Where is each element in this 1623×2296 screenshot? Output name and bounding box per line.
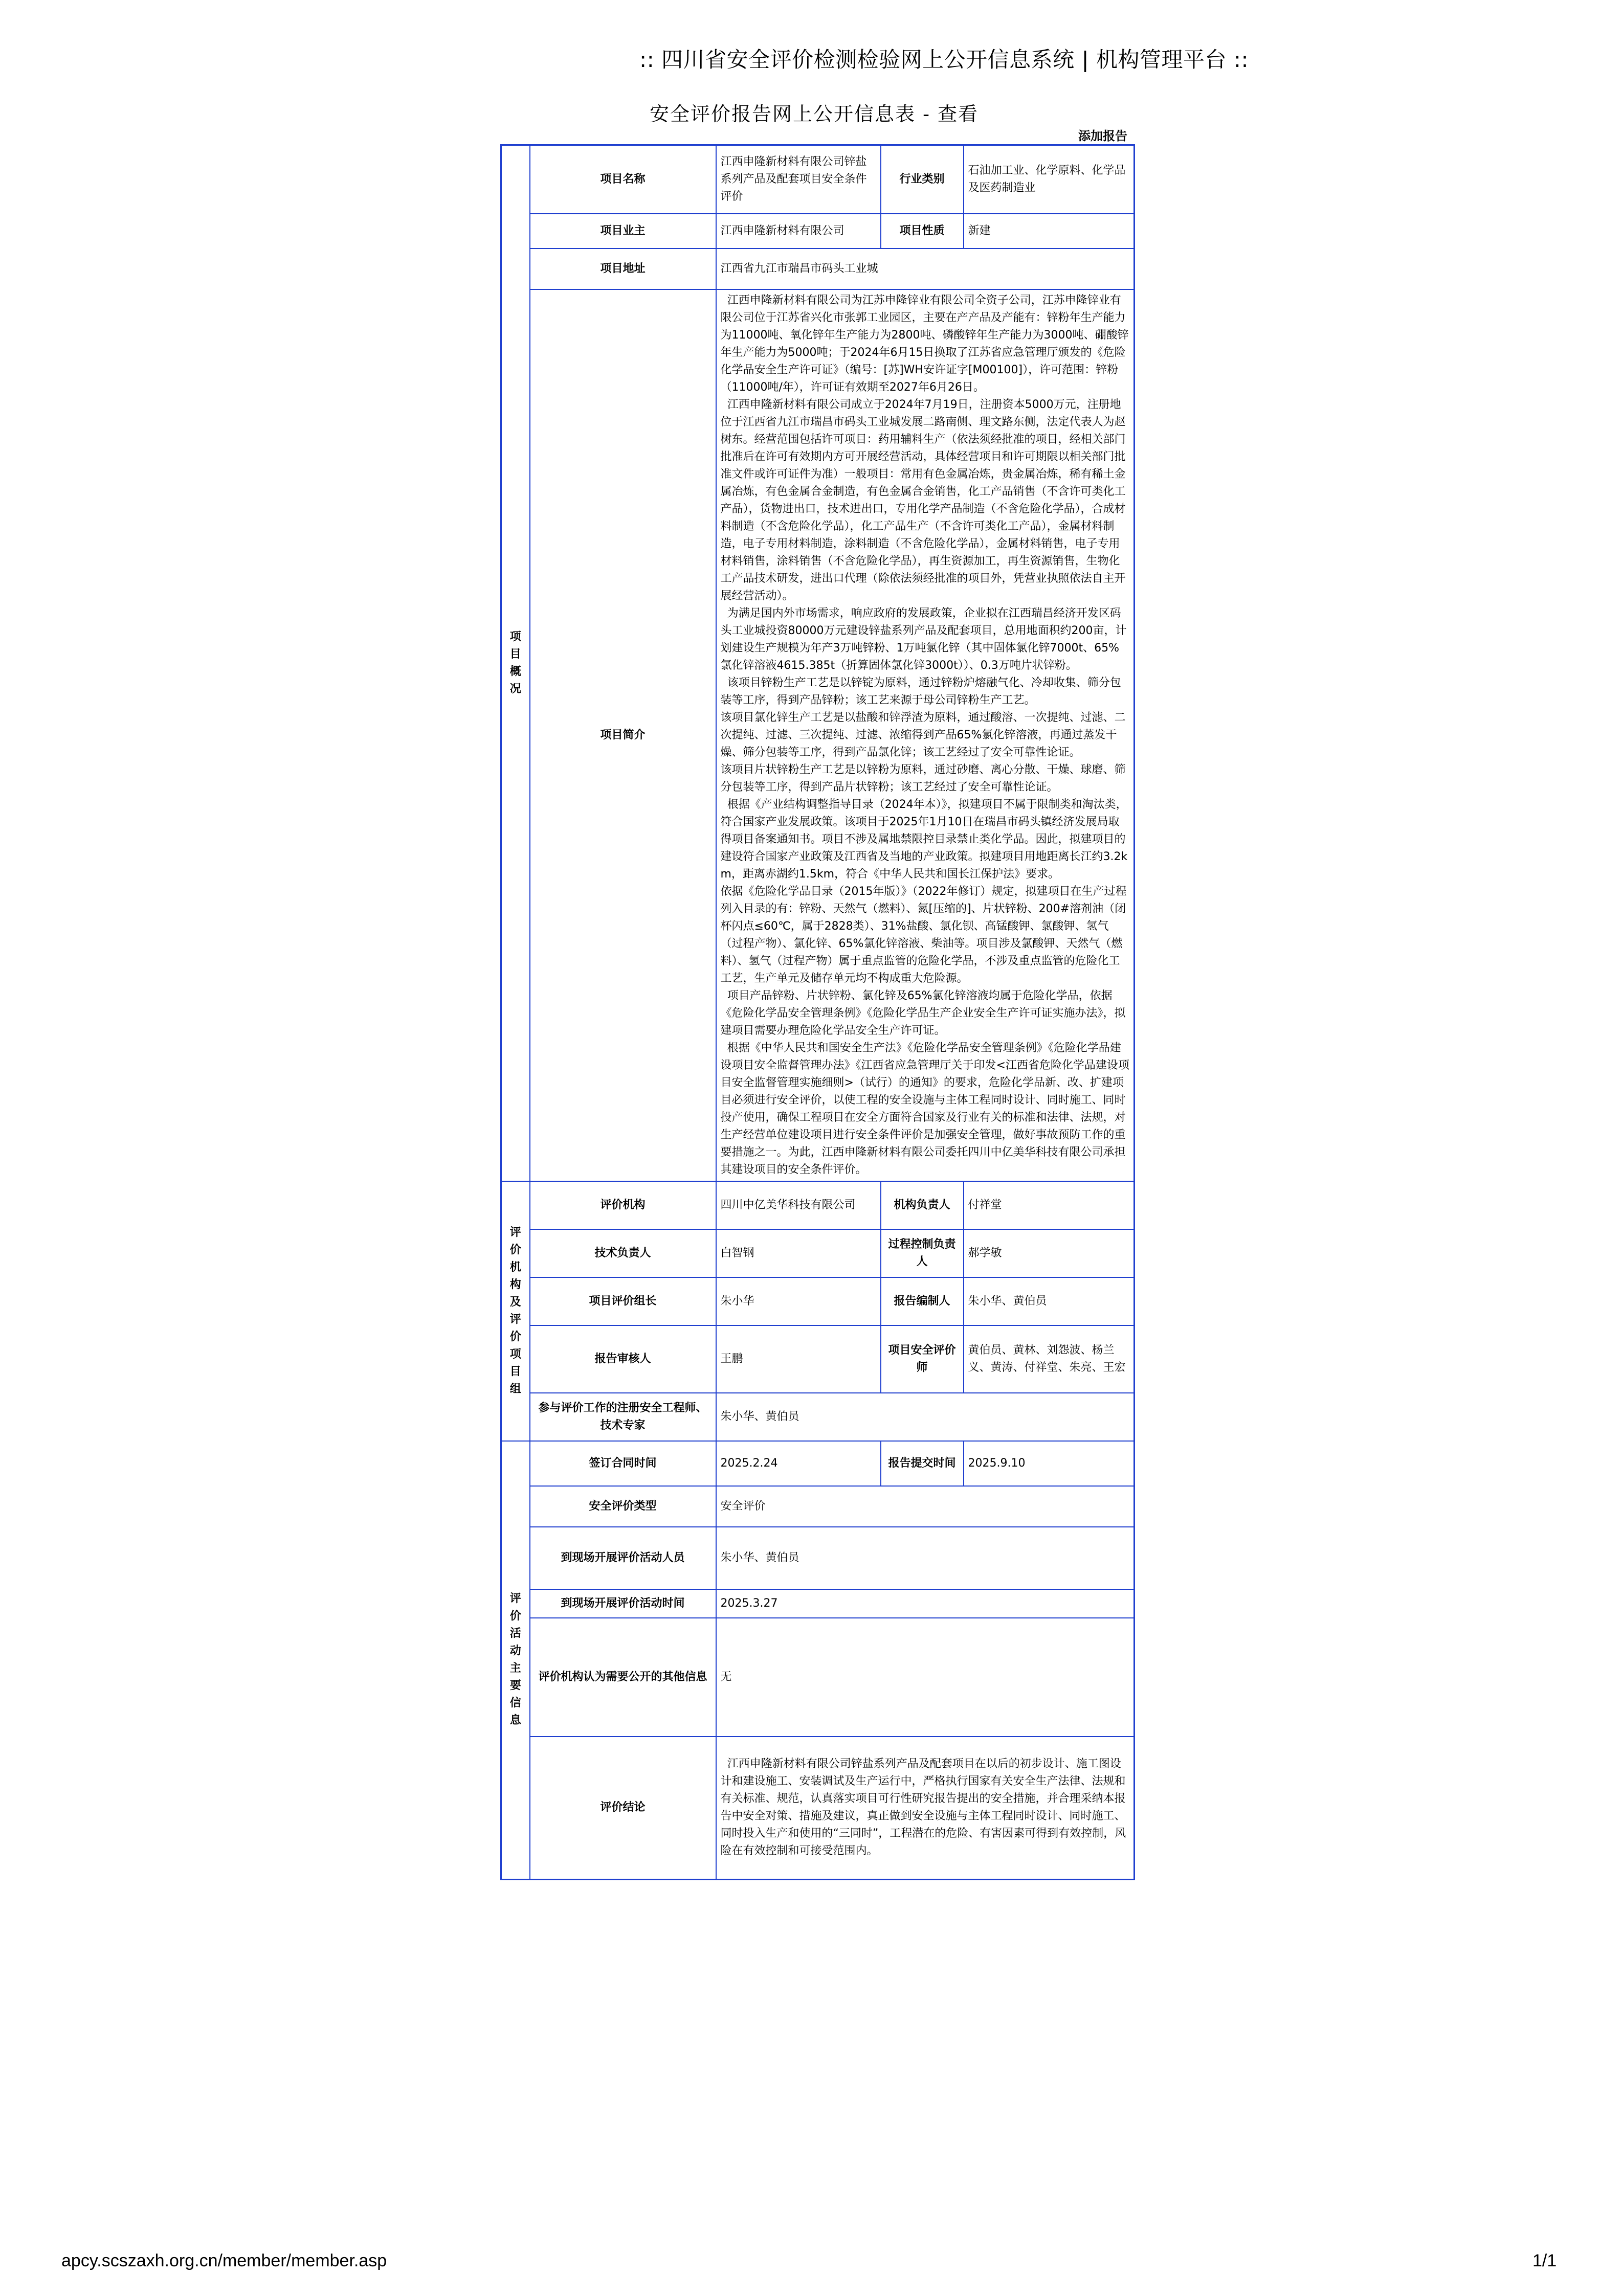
process-control-label: 过程控制负责人 [881, 1229, 964, 1277]
agency-org-label: 评价机构 [530, 1181, 716, 1229]
experts-label: 参与评价工作的注册安全工程师、技术专家 [530, 1393, 716, 1441]
intro-paragraph: 该项目锌粉生产工艺是以锌锭为原料，通过锌粉炉熔融气化、冷却收集、筛分包装等工序，得到产品锌粉；该工艺来源于母公司锌粉生产工艺。 [720, 676, 1121, 707]
section-overview [501, 145, 530, 1181]
table-row [501, 289, 1135, 1181]
reviewer-value: 王鹏 [716, 1325, 881, 1393]
site-time-value: 2025.3.27 [716, 1589, 1135, 1618]
intro-paragraph: 根据《中华人民共和国安全生产法》《危险化学品安全管理条例》《危险化学品建设项目安全监督管理办法》《江西省应急管理厅关于印发<江西省危险化学品建设项目安全监督管理实施细则>（试行）的通知》的要求，危险化学品新、改、扩建项目必须进行安全评价，以使工程的安全设施与主体工程同时设计、同时施工、同时投产使用，确保工程项目在安全方面符合国家及行业有关的标准和法律、法规，对生产经营单位建设项目进行安全条件评价是加强安全管理，做好事故预防工作的重要措施之一。为此，江西申隆新材料有限公司委托四川中亿美华科技有限公司承担其建设项目的安全条件评价。 [720, 1041, 1129, 1176]
team-leader-value: 朱小华 [716, 1277, 881, 1325]
table-row [501, 1589, 1135, 1618]
table-row [501, 1181, 1135, 1229]
report-info-table [500, 144, 1135, 1880]
conclusion-text: 江西申隆新材料有限公司锌盐系列产品及配套项目在以后的初步设计、施工图设计和建设施工、安装调试及生产运行中，严格执行国家有关安全生产法律、法规和有关标准、规范，认真落实项目可行性研究报告提出的安全措施，并合理采纳本报告中安全对策、措施及建议，真正做到安全设施与主体工程同时设计、同时施工、同时投入生产和使用的“三同时”，工程潜在的危险、有害因素可得到有效控制，风险在有效控制和可接受范围内。 [720, 1758, 1126, 1858]
contract-time-value: 2025.2.24 [716, 1441, 881, 1486]
industry-value: 石油加工业、化学原料、化学品及医药制造业 [964, 145, 1135, 214]
table-row [501, 1277, 1135, 1325]
intro-paragraph: 为满足国内外市场需求，响应政府的发展政策，企业拟在江西瑞昌经济开发区码头工业城投资80000万元建设锌盐系列产品及配套项目，总用地面积约200亩，计划建设生产规模为年产3万吨锌粉、1万吨氯化锌（其中固体氯化锌7000t、65%氯化锌溶液4615.385t（折算固体氯化锌3000t））、0.3万吨片状锌粉。 [720, 606, 1127, 672]
project-intro-label: 项目简介 [530, 289, 716, 1181]
footer-page-number: 1/1 [1532, 2251, 1557, 2270]
section-agency-label: 评 价 机 构 及 评 价 项 目 组 [509, 1226, 521, 1395]
intro-paragraph: 项目产品锌粉、片状锌粉、氯化锌及65%氯化锌溶液均属于危险化学品，依据《危险化学品安全管理条例》《危险化学品生产企业安全生产许可证实施办法》，拟建项目需要办理危险化学品安全生产许可证。 [720, 989, 1126, 1037]
intro-paragraph: 江西申隆新材料有限公司成立于2024年7月19日，注册资本5000万元，注册地位于江西省九江市瑞昌市码头工业城发展二路南侧、理文路东侧，法定代表人为赵树东。经营范围包括许可项目：药用辅料生产（依法须经批准的项目，经相关部门批准后在许可有效期内方可开展经营活动，具体经营项目和许可期限以相关部门批准文件或许可证件为准）一般项目：常用有色金属冶炼，贵金属冶炼，稀有稀土金属冶炼，有色金属合金制造，有色金属合金销售，化工产品销售（不含许可类化工产品），货物进出口，技术进出口，专用化学产品制造（不含危险化学品），合成材料制造（不含危险化学品），化工产品生产（不含许可类化工产品），金属材料制造，电子专用材料制造，涂料制造（不含危险化学品），金属材料销售，电子专用材料销售，涂料销售（不含危险化学品），再生资源加工，再生资源销售，生物化工产品技术研发，进出口代理（除依法须经批准的项目外，凭营业执照依法自主开展经营活动）。 [720, 398, 1126, 602]
conclusion-label: 评价结论 [530, 1737, 716, 1880]
section-overview-label: 项 目 概 况 [509, 630, 521, 695]
section-activity-label: 评 价 活 动 主 要 信 息 [509, 1592, 521, 1727]
project-address-value: 江西省九江市瑞昌市码头工业城 [716, 249, 1135, 289]
intro-paragraph: 该项目氯化锌生产工艺是以盐酸和锌浮渣为原料，通过酸溶、一次提纯、过滤、二次提纯、过滤、三次提纯、过滤、浓缩得到产品65%氯化锌溶液，再通过蒸发干燥、筛分包装等工序，得到产品氯化锌；该工艺经过了安全可靠性论证。 [720, 711, 1126, 759]
table-row [501, 1229, 1135, 1277]
table-row [501, 1393, 1135, 1441]
submit-time-value: 2025.9.10 [964, 1441, 1135, 1486]
project-address-label: 项目地址 [530, 249, 716, 289]
report-author-label: 报告编制人 [881, 1277, 964, 1325]
project-owner-value: 江西申隆新材料有限公司 [716, 214, 881, 249]
experts-value: 朱小华、黄伯员 [716, 1393, 1135, 1441]
form-title: 安全评价报告网上公开信息表 - 查看 [650, 103, 979, 125]
table-row [501, 1618, 1135, 1737]
project-intro-value [716, 289, 1135, 1181]
site-time-label: 到现场开展评价活动时间 [530, 1589, 716, 1618]
table-row [501, 1737, 1135, 1880]
report-author-value: 朱小华、黄伯员 [964, 1277, 1135, 1325]
table-row [501, 249, 1135, 289]
project-name-label: 项目名称 [530, 145, 716, 214]
footer-url: apcy.scszaxh.org.cn/member/member.asp [61, 2251, 387, 2270]
project-owner-label: 项目业主 [530, 214, 716, 249]
site-staff-label: 到现场开展评价活动人员 [530, 1527, 716, 1589]
tech-lead-label: 技术负责人 [530, 1229, 716, 1277]
table-row [501, 145, 1135, 214]
table-row [501, 1441, 1135, 1486]
table-row [501, 1325, 1135, 1393]
section-agency [501, 1181, 530, 1441]
reviewer-label: 报告审核人 [530, 1325, 716, 1393]
other-info-label: 评价机构认为需要公开的其他信息 [530, 1618, 716, 1737]
eval-type-label: 安全评价类型 [530, 1486, 716, 1527]
evaluators-label: 项目安全评价师 [881, 1325, 964, 1393]
process-control-value: 郝学敏 [964, 1229, 1135, 1277]
industry-label: 行业类别 [881, 145, 964, 214]
table-row [501, 214, 1135, 249]
site-title: :: 四川省安全评价检测检验网上公开信息系统 | 机构管理平台 :: [639, 47, 1249, 72]
agency-org-value: 四川中亿美华科技有限公司 [716, 1181, 881, 1229]
submit-time-label: 报告提交时间 [881, 1441, 964, 1486]
conclusion-value [716, 1737, 1135, 1880]
evaluators-value: 黄伯员、黄林、刘怨波、杨兰义、黄涛、付祥堂、朱亮、王宏 [964, 1325, 1135, 1393]
project-nature-label: 项目性质 [881, 214, 964, 249]
project-nature-value: 新建 [964, 214, 1135, 249]
other-info-value: 无 [716, 1618, 1135, 1737]
table-row [501, 1527, 1135, 1589]
team-leader-label: 项目评价组长 [530, 1277, 716, 1325]
contract-time-label: 签订合同时间 [530, 1441, 716, 1486]
intro-paragraph: 依据《危险化学品目录（2015年版）》（2022年修订）规定，拟建项目在生产过程列入目录的有：锌粉、天然气（燃料）、氮[压缩的]、片状锌粉、200#溶剂油（闭杯闪点≤60℃，属于2828类）、31%盐酸、氯化钡、高锰酸钾、氯酸钾、氢气（过程产物）、氯化锌、65%氯化锌溶液、柴油等。项目涉及氯酸钾、天然气（燃料）、氢气（过程产物）属于重点监管的危险化学品，不涉及重点监管的危险化工工艺，生产单元及储存单元均不构成重大危险源。 [720, 885, 1127, 985]
agency-head-label: 机构负责人 [881, 1181, 964, 1229]
intro-paragraph: 江西申隆新材料有限公司为江苏申隆锌业有限公司全资子公司，江苏申隆锌业有限公司位于江苏省兴化市张郭工业园区，主要在产产品及产能有：锌粉年生产能力为11000吨、氧化锌年生产能力为2800吨、磷酸锌年生产能力为3000吨、硼酸锌年生产能力为5000吨；于2024年6月15日换取了江苏省应急管理厅颁发的《危险化学品安全生产许可证》（编号：[苏]WH安许证字[M00100]），许可范围：锌粉（11000吨/年），许可证有效期至2027年6月26日。 [720, 294, 1129, 394]
agency-head-value: 付祥堂 [964, 1181, 1135, 1229]
eval-type-value: 安全评价 [716, 1486, 1135, 1527]
table-row [501, 1486, 1135, 1527]
tech-lead-value: 白智钢 [716, 1229, 881, 1277]
add-report-link[interactable]: 添加报告 [1078, 129, 1127, 143]
intro-paragraph: 根据《产业结构调整指导目录（2024年本）》，拟建项目不属于限制类和淘汰类，符合国家产业发展政策。该项目于2025年1月10日在瑞昌市码头镇经济发展局取得项目备案通知书。项目不涉及属地禁限控目录禁止类化学品。因此，拟建项目的建设符合国家产业政策及江西省及当地的产业政策。拟建项目用地距离长江约3.2km，距离赤湖约1.5km，符合《中华人民共和国长江保护法》要求。 [720, 798, 1128, 881]
intro-paragraph: 该项目片状锌粉生产工艺是以锌粉为原料，通过砂磨、离心分散、干燥、球磨、筛分包装等工序，得到产品片状锌粉；该工艺经过了安全可靠性论证。 [720, 763, 1126, 794]
site-staff-value: 朱小华、黄伯员 [716, 1527, 1135, 1589]
section-activity [501, 1441, 530, 1880]
project-name-value: 江西申隆新材料有限公司锌盐系列产品及配套项目安全条件评价 [716, 145, 881, 214]
